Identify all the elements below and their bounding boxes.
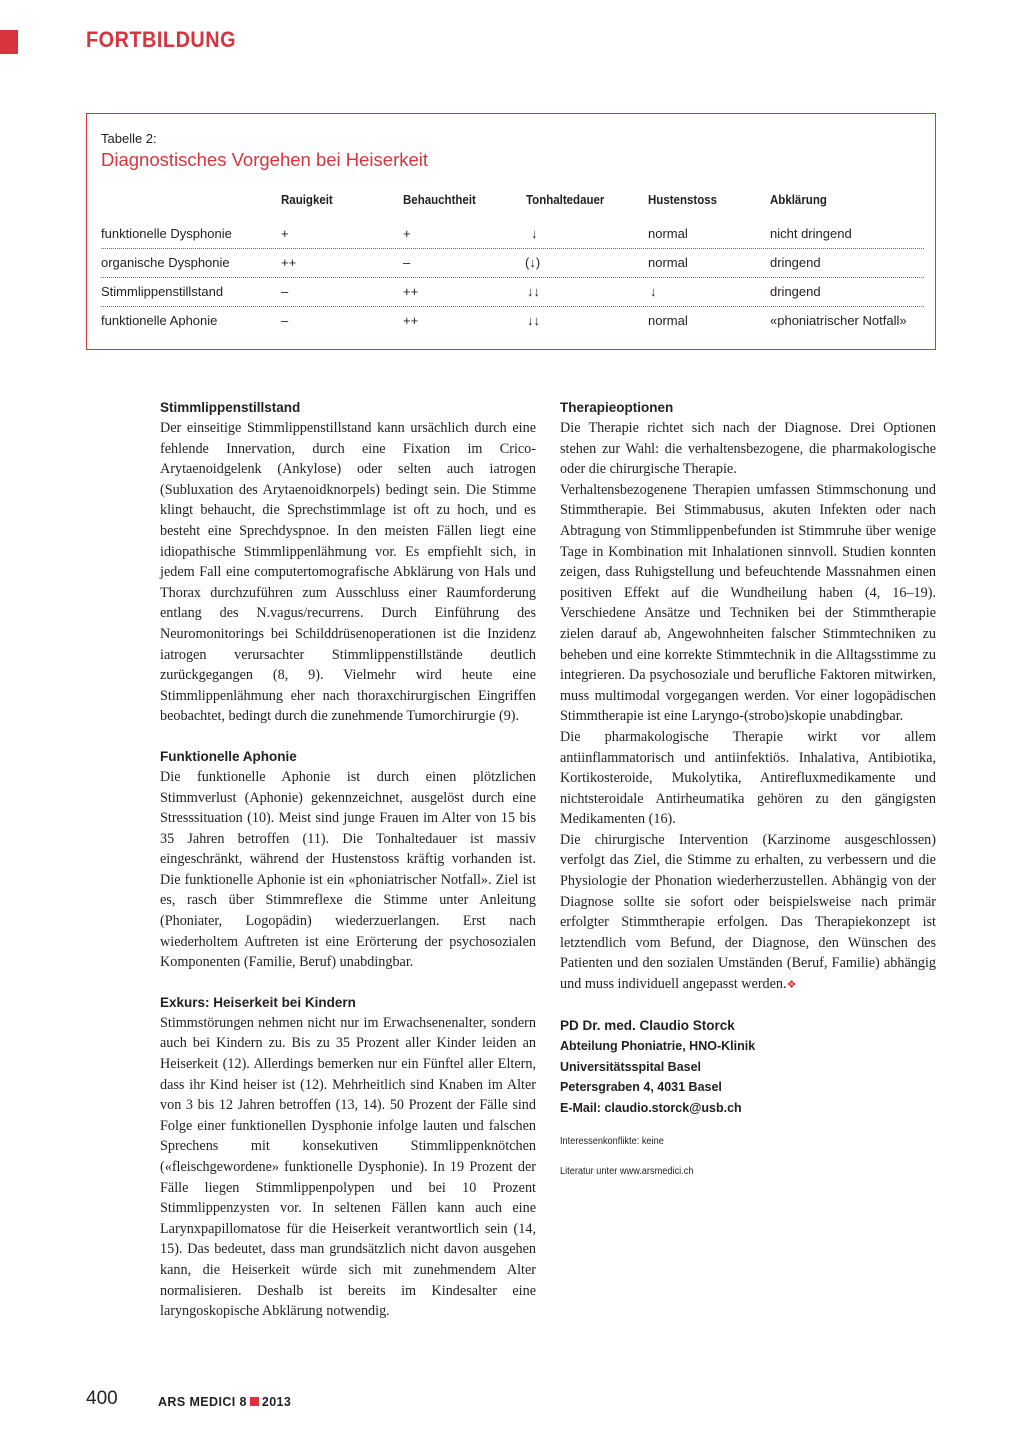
section-color-marker xyxy=(0,30,18,54)
paragraph xyxy=(560,830,936,996)
author-department: Abteilung Phoniatrie, HNO-Klinik xyxy=(560,1039,756,1054)
section-label: FORTBILDUNG xyxy=(86,27,237,52)
column-header-behauchtheit: Behauchtheit xyxy=(403,193,476,207)
table-cell: ↓↓ xyxy=(527,313,540,328)
table-title: Diagnostisches Vorgehen bei Heiserkeit xyxy=(101,149,429,170)
paragraph: Die Therapie richtet sich nach der Diagnose. Drei Optionen stehen zur Wahl: die verhaltensbezogene, die pharmakologische oder die chirurgische Therapie. xyxy=(560,420,936,478)
conflict-of-interest-note: Interessenkonflikte: keine xyxy=(560,1135,664,1147)
table-row xyxy=(101,307,924,335)
column-header-rauigkeit: Rauigkeit xyxy=(281,193,333,207)
section-heading: Therapieoptionen xyxy=(560,400,674,415)
section-text: Stimmstörungen nehmen nicht nur im Erwachsenenalter, sondern auch bei Kindern zu. Bis zu 35 Prozent aller Kinder leiden an Heiserkeit (12). Allerdings bemerken nur ein Fünftel aller Eltern, dass ihr Kind heiser ist (12). Mehrheitlich sind Knaben im Alter von 3 bis 12 Jahren betroffen (13, 14). 50 Prozent der Fälle sind Folge einer funktionellen Dysphonie infolge lauten und falschen Sprechens mit konsekutiven Stimmlippenknötchen («fleischgewordene» funktionelle Dysphonie). In 19 Prozent der Fälle liegen Stimmlippenpolypen und bei 10 Prozent Stimmlippenzysten vor. In seltenen Fällen kann auch eine Larynxpapillomatose für die Heiserkeit verantwortlich sein (14, 15). Das bedeutet, dass man grundsätzlich nicht davon ausgehen kann, die Heiserkeit würde sich mit zunehmendem Alter normalisieren. Deshalb ist bereits im Kindesalter eine laryngoskopische Abklärung notwendig. xyxy=(160,1014,536,1320)
section-heading: Funktionelle Aphonie xyxy=(160,748,297,764)
table-cell: Stimmlippenstillstand xyxy=(101,284,224,299)
table-cell: normal xyxy=(648,226,688,241)
column-header-hustenstoss: Hustenstoss xyxy=(648,193,718,207)
table-cell: funktionelle Aphonie xyxy=(101,313,218,328)
table-cell: dringend xyxy=(770,284,821,299)
table-row xyxy=(101,278,924,307)
column-header-abklaerung: Abklärung xyxy=(770,193,827,207)
table-cell: ++ xyxy=(281,255,297,270)
paragraph-text: Die chirurgische Intervention (Karzinome ausgeschlossen) verfolgt das Ziel, die Stimme zu erhalten, zu verbessern und die Physiologie der Phonation wiederherzustellen. Abhängig von der Diagnose sollte sie sofort oder beispielsweise nach primär erfolgter Stimmtherapie erfolgen. Das Therapiekonzept ist letztendlich vom Befund, der Diagnose, den Wünschen des Patienten und den sozialen Umständen (Beruf, Familie) abhängig und muss individuell angepasst werden. xyxy=(560,831,936,993)
author-block xyxy=(560,1016,936,1119)
author-name: PD Dr. med. Claudio Storck xyxy=(560,1017,735,1033)
column-header-tonhaltedauer: Tonhaltedauer xyxy=(526,193,605,207)
table-cell: + xyxy=(403,226,411,241)
section-heading: Exkurs: Heiserkeit bei Kindern xyxy=(160,994,356,1010)
paragraph: Verhaltensbezogenene Therapien umfassen Stimmschonung und Stimmtherapie. Bei Stimmabusus, akuten Infekten oder nach Abtragung von Stimmlippenbefunden ist Stimmruhe über wenige Tage in Kombination mit Inhalationen sinnvoll. Studien konnten zeigen, dass Ruhigstellung und befeuchtende Massnahmen einen positiven Effekt auf die Wundheilung haben (4, 16–19). Verschiedene Ansätze und Techniken bei der Stimmtherapie zielen darauf ab, Angewohnheiten falscher Stimmtechniken zu beheben und eine korrekte Stimmtechnik in die Alltagsstimme zu integrieren. Da psychosoziale und berufliche Faktoren mitwirken, muss multimodal vorgegangen werden. Vor einer logopädischen Stimmtherapie ist eine Laryngo-(strobo)skopie unabdingbar. xyxy=(560,481,936,725)
left-column xyxy=(160,398,536,1322)
paragraph: Die pharmakologische Therapie wirkt vor allem antiinflammatorisch und antiinfektiös. Inhalativa, Antibiotika, Kortikosteroide, Mukolytika, Antirefluxmedikamente und nichtsteroidale Antirheumatika gehören zu den gängigsten Medikamenten (16). xyxy=(560,728,936,828)
right-column xyxy=(560,398,936,1179)
table-cell: dringend xyxy=(770,255,821,270)
author-email: E-Mail: claudio.storck@usb.ch xyxy=(560,1101,742,1115)
table-row xyxy=(101,249,924,278)
footer-square-icon xyxy=(250,1397,259,1406)
table-cell: funktionelle Dysphonie xyxy=(101,226,232,241)
table-cell: ↓ xyxy=(531,226,538,241)
table-row xyxy=(101,220,924,249)
section-heading: Stimmlippenstillstand xyxy=(160,400,301,415)
page-number: 400 xyxy=(86,1388,118,1409)
table-cell: – xyxy=(281,313,289,328)
literature-note: Literatur unter www.arsmedici.ch xyxy=(560,1165,694,1177)
journal-name: ARS MEDICI 8 xyxy=(158,1395,247,1409)
table-cell: ↓↓ xyxy=(527,284,540,299)
table-cell: ++ xyxy=(403,313,419,328)
table-cell: (↓) xyxy=(525,255,541,270)
table-cell: normal xyxy=(648,255,688,270)
table-box xyxy=(86,113,936,350)
author-hospital: Universitätsspital Basel xyxy=(560,1059,702,1074)
section-text: Der einseitige Stimmlippenstillstand kann ursächlich durch eine fehlende Innervation, durch eine Fixation im Crico-Arytaenoidgelenk (Ankylose) oder selten auch iatrogen (Subluxation des Arytaenoidknorpels) bedingt sein. Die Stimme klingt behaucht, die Sprechstimmlage ist oft zu hoch, und es besteht eine Sprechdyspnoe. In den meisten Fällen liegt eine idiopathische Stimmlippenlähmung vor. Es empfiehlt sich, in jedem Fall eine computertomografische Abklärung von Hals und Thorax durchzuführen zum Ausschluss einer Raumforderung entlang des N.vagus/recurrens. Durch Einführung des Neuromonitorings bei Schilddrüsenoperationen ist die Inzidenz iatrogen verursachter Stimmlippenstillstände deutlich zurückgegangen (8, 9). Vielmehr wird heute eine Stimmlippenlähmung eher nach thoraxchirurgischen Eingriffen beobachtet, bedingt durch die zunehmende Tumorchirurgie (9). xyxy=(160,420,536,725)
table-cell: – xyxy=(403,255,411,270)
table-cell: + xyxy=(281,226,289,241)
table-cell: nicht dringend xyxy=(770,226,852,241)
table-caption: Tabelle 2: xyxy=(101,131,157,146)
journal-year: 2013 xyxy=(261,1395,292,1409)
table-cell: organische Dysphonie xyxy=(101,255,230,270)
author-address: Petersgraben 4, 4031 Basel xyxy=(560,1080,722,1095)
journal-footer xyxy=(158,1395,291,1409)
table-cell: «phoniatrischer Notfall» xyxy=(770,313,907,328)
section-text: Die funktionelle Aphonie ist durch einen plötzlichen Stimmverlust (Aphonie) gekennzeichnet, ausgelöst durch eine Stresssituation (10). Meist sind junge Frauen im Alter von 15 bis 35 Jahren betroffen (11). Die Tonhaltedauer ist massiv eingeschränkt, während der Hustenstoss kräftig vorhanden ist. Die funktionelle Aphonie ist ein «phoniatrischer Notfall». Ziel ist es, rasch über Stimmreflexe die Stimme unter Anleitung (Phoniater, Logopädin) wiederzuerlangen. Erst nach wiederholtem Auftreten ist eine Erörterung der psychosozialen Komponenten (Familie, Beruf) unabdingbar. xyxy=(160,768,536,971)
table-cell: – xyxy=(281,284,289,299)
table-cell: normal xyxy=(648,313,688,328)
table-cell: ++ xyxy=(403,284,419,299)
table-cell: ↓ xyxy=(650,284,657,299)
end-of-article-icon: ❖ xyxy=(786,978,797,992)
